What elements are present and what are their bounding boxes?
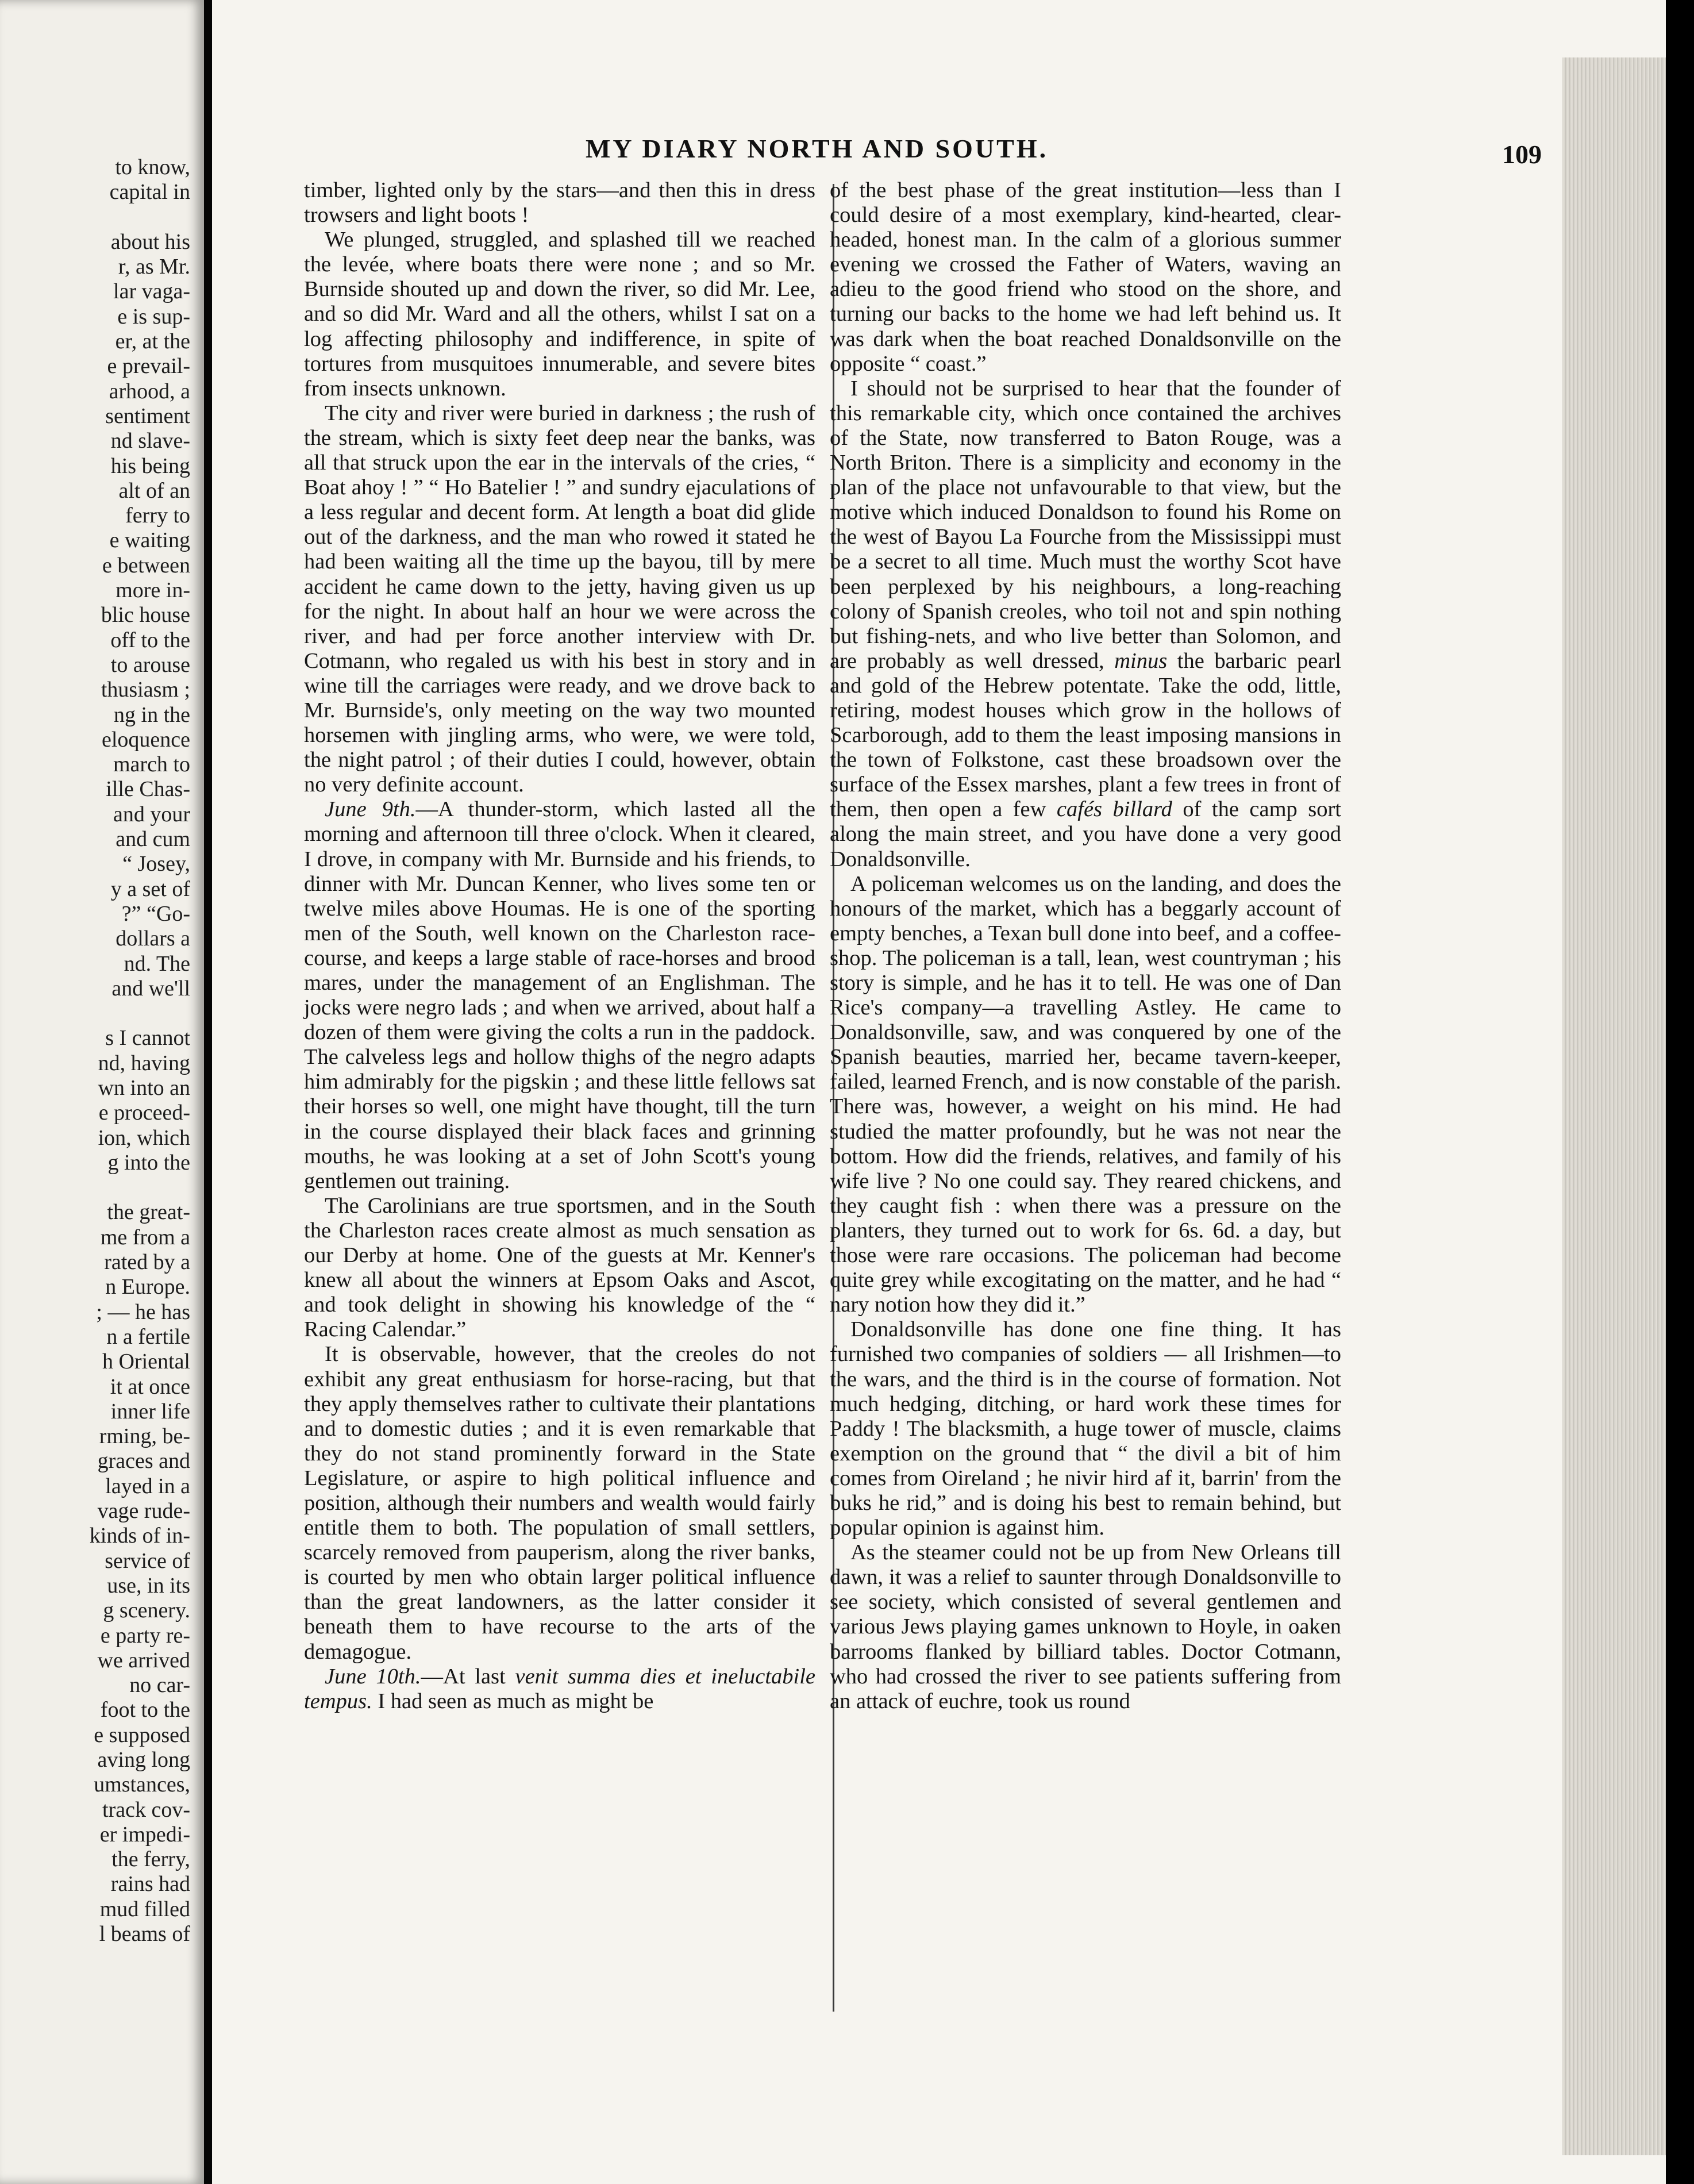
facing-page-line: about his [110, 229, 190, 254]
facing-page-line: nd. The [124, 951, 190, 976]
facing-page-line: service of [105, 1548, 190, 1573]
paragraph [304, 797, 815, 1194]
facing-page-line: wn into an [98, 1075, 190, 1100]
facing-page-line: s I cannot [105, 1026, 190, 1051]
facing-page-line: and your [113, 802, 190, 826]
facing-page-line: ferry to [125, 503, 190, 528]
facing-page-line: and cum [116, 827, 190, 852]
facing-page-line: aving long [97, 1748, 190, 1772]
latin-quotation: venit summa dies et ineluctabile tempus. [304, 1664, 815, 1713]
paragraph: It is observable, however, that the creoles do not exhibit any great enthusiasm for horse-racing, but that they apply themselves rather to cultivate their plantations and to domestic duties ; and it is even remarkable that they do not stand prominently forward in the State Legislature, or aspire to high political influence and position, although their numbers and wealth would fairly entitle them to both. The population of small settlers, scarcely removed from pauperism, along the river banks, is courted by men who obtain larger political influence than the great landowners, as the latter consider it beneath them to have recourse to the arts of the demagogue. [304, 1342, 815, 1664]
facing-page-line: e party re- [100, 1623, 190, 1648]
facing-page-line [0, 205, 198, 230]
facing-page-line: e is sup- [117, 304, 190, 329]
facing-page-line: layed in a [105, 1474, 190, 1498]
facing-page-line [0, 1001, 198, 1026]
facing-page-line: ion, which [98, 1125, 190, 1150]
book-page-right [212, 0, 1666, 2184]
facing-page-line: the ferry, [111, 1847, 190, 1872]
paragraph [830, 376, 1341, 872]
facing-page-line: sentiment [105, 403, 190, 428]
facing-page-line: ?” “Go- [121, 901, 190, 926]
facing-page-line: to arouse [110, 652, 190, 677]
paragraph: Donaldsonville has done one fine thing. It has furnished two companies of soldiers — all Irishmen—to the wars, and the third is in the course of formation. Not much hedging, ditching, or hard work these times for Paddy ! The blacksmith, a huge tower of muscle, claims exemption on the ground that “ the divil a bit of him comes from Oireland ; he nivir hird af it, barrin' from the buks he rid,” and is doing his best to remain behind, but popular opinion is against him. [830, 1317, 1341, 1540]
facing-page-line: e prevail- [107, 354, 190, 379]
facing-page-line: l beams of [99, 1922, 190, 1947]
facing-page-text-fragments [0, 155, 198, 1947]
paragraph: We plunged, struggled, and splashed till we reached the levée, where boats there were none ; and so Mr. Burnside shouted up and down the river, so did Mr. Lee, and so did Mr. Ward and all the others, whilst I sat on a log affecting philosophy and indifference, in spite of tortures from musquitoes innumerable, and severe bites from insects unknown. [304, 228, 815, 401]
paragraph-text: I should not be surprised to hear that the founder of this remarkable city, which once contained the archives of the State, now transferred to Baton Rouge, was a North Briton. There is a simplicity and economy in the plan of the place not unfavourable to that view, but the motive which induced Donaldson to found his Rome on the west of Bayou La Fourche from the Mississippi must be a secret to all time. Much must the worthy Scot have been perplexed by his neighbours, a long-reaching colony of Spanish creoles, who toil not and spin nothing but fishing-nets, and who live better than Solomon, and are probably as well dressed, [830, 376, 1341, 673]
facing-page-line: no car- [129, 1673, 190, 1698]
facing-page-line: track cov- [102, 1797, 190, 1822]
italic-phrase: cafés billard [1056, 797, 1172, 822]
facing-page-line: r, as Mr. [118, 255, 190, 279]
paragraph: The Carolinians are true sportsmen, and in the South the Charleston races create almost as much sensation as our Derby at home. One of the guests at Mr. Kenner's knew all about the winners at Epsom Oaks and Ascot, and took delight in showing his knowledge of the “ Racing Calendar.” [304, 1193, 815, 1342]
facing-page-line: g scenery. [103, 1598, 190, 1623]
facing-page-line: off to the [110, 628, 190, 652]
facing-page-line: e between [102, 553, 190, 578]
facing-page-line: ng in the [114, 702, 190, 727]
facing-page-line: alt of an [118, 478, 190, 503]
facing-page-line: ; — he has [96, 1299, 190, 1324]
facing-page-line: and we'll [111, 976, 190, 1001]
facing-page-line: er impedi- [99, 1822, 190, 1847]
facing-page-line: thusiasm ; [101, 678, 190, 702]
book-gutter [204, 0, 212, 2184]
facing-page-line: nd, having [98, 1051, 190, 1075]
facing-page-line: rming, be- [99, 1424, 190, 1449]
paragraph: of the best phase of the great institution—less than I could desire of a most exemplary, kind-hearted, clear-headed, honest man. In the calm of a glorious summer evening we crossed the Father of Waters, waving an adieu to the good friend who stood on the shore, and turning our backs to the home we had left behind us. It was dark when the boat reached Donaldsonville on the opposite “ coast.” [830, 178, 1341, 376]
facing-page-line: n Europe. [105, 1275, 190, 1299]
facing-page-line: mud filled [99, 1897, 190, 1921]
facing-page-line: we arrived [97, 1648, 190, 1672]
facing-page-line: y a set of [110, 876, 190, 901]
text-column-right [830, 178, 1341, 1714]
facing-page-line: the great- [107, 1200, 190, 1225]
page-number: 109 [1502, 140, 1542, 169]
text-column-left [304, 178, 815, 1714]
facing-page-line: inner life [110, 1399, 190, 1424]
facing-page-line: me from a [100, 1225, 190, 1249]
facing-page-line: vage rude- [97, 1499, 190, 1524]
dash: —At last [421, 1664, 515, 1689]
facing-page-line: er, at the [115, 329, 190, 354]
facing-page-line: his being [110, 453, 190, 478]
facing-page-line: march to [113, 752, 190, 777]
facing-page-line: dollars a [116, 926, 190, 951]
facing-page-line: rains had [110, 1872, 190, 1897]
facing-page-line: it at once [110, 1374, 190, 1399]
diary-date: June 9th. [325, 797, 416, 822]
facing-page-line: umstances, [94, 1772, 190, 1797]
facing-page-line: more in- [116, 578, 190, 603]
facing-page-line: e supposed [94, 1722, 190, 1747]
paragraph: As the steamer could not be up from New Orleans till dawn, it was a relief to saunter through Donaldsonville to see society, which consisted of several gentlemen and various Jews playing games unknown to Hoyle, in oaken barrooms flanked by billiard tables. Doctor Cotmann, who had crossed the river to see patients suffering from an attack of euchre, took us round [830, 1540, 1341, 1713]
facing-page-line: n a fertile [106, 1324, 190, 1349]
paragraph [304, 1664, 815, 1714]
diary-date: June 10th. [325, 1664, 421, 1689]
facing-page-line: to know, [115, 155, 190, 179]
paragraph-text: I had seen as much as might be [372, 1689, 654, 1713]
facing-page-line: e waiting [109, 528, 190, 553]
facing-page-line: ille Chas- [106, 777, 190, 802]
paragraph-text: —A thunder-storm, which lasted all the morning and afternoon till three o'clock. When it cleared, I drove, in company with Mr. Burnside and his friends, to dinner with Mr. Duncan Kenner, who lives some ten or twelve miles above Houmas. He is one of the sporting men of the South, well known on the Charleston race-course, and keeps a large stable of race-horses and brood mares, under the management of an Englishman. The jocks were negro lads ; and when we arrived, about half a dozen of them were giving the colts a run in the paddock. The calveless legs and hollow thighs of the negro adapts him admirably for the pigskin ; and these little fellows sat their horses so well, one might have thought, till the turn in the course displayed their black faces and grinning mouths, he was looking at a set of John Scott's young gentlemen out training. [304, 797, 816, 1193]
facing-page-line: e proceed- [98, 1101, 190, 1125]
facing-page-line: foot to the [100, 1698, 190, 1722]
paragraph: A policeman welcomes us on the landing, and does the honours of the market, which has a beggarly account of empty benches, a Texan bull done into beef, and a coffee-shop. The policeman is a tall, lean, west countryman ; his story is simple, and he has it to tell. He was one of Dan Rice's company—a travelling Astley. He came to Donaldsonville, saw, and was conquered by one of the Spanish beauties, married her, became tavern-keeper, failed, learned French, and is now constable of the parish. There was, however, a weight on his mind. He had studied the matter profoundly, but he was not near the bottom. How did the friends, relatives, and family of his wife live ? No one could say. They reared chickens, and they caught fish : when there was a pressure on the planters, they turned out to work for 6s. 6d. a day, but those were rare occasions. The policeman had become quite grey while excogitating on the matter, and he had “ nary notion how they did it.” [830, 871, 1341, 1317]
facing-page-left [0, 0, 204, 2184]
paragraph: The city and river were buried in darkness ; the rush of the stream, which is sixty feet deep near the banks, was all that struck upon the ear in the intervals of the cries, “ Boat ahoy ! ” “ Ho Batelier ! ” and sundry ejaculations of a less regular and decent form. At length a boat did glide out of the darkness, and the man who rowed it stated he had been waiting all the time up the bayou, till by mere accident he came down to the jetty, having given us up for the night. In about half an hour we were across the river, and had per force another interview with Dr. Cotmann, who regaled us with his best in story and in wine till the carriages were ready, and we drove back to Mr. Burnside's, only meeting on the way two mounted horsemen with jingling arms, who were, we were told, the night patrol ; of their duties I could, however, obtain no very definite account. [304, 401, 815, 797]
paragraph-text: the barbaric pearl and gold of the Hebrew potentate. Take the odd, little, retiring, modest houses which grow in the hollows of Scarborough, add to them the least imposing mansions in the town of Folkstone, cast these broadsown over the surface of the Essex marshes, plant a few trees in front of them, then open a few [830, 648, 1341, 822]
facing-page-line: h Oriental [102, 1349, 190, 1374]
facing-page-line: use, in its [107, 1573, 190, 1598]
facing-page-line: “ Josey, [122, 852, 190, 876]
facing-page-line: arhood, a [109, 379, 190, 403]
facing-page-line: graces and [97, 1449, 190, 1474]
paragraph-text: of the camp sort along the main street, and you have done a very good Donaldsonville. [830, 797, 1342, 871]
facing-page-line: rated by a [104, 1250, 190, 1275]
page-edges [1562, 57, 1666, 2155]
italic-word: minus [1114, 648, 1168, 673]
facing-page-line: eloquence [101, 727, 190, 752]
facing-page-line: capital in [109, 180, 190, 205]
facing-page-line: blic house [101, 603, 190, 628]
facing-page-line: nd slave- [110, 429, 190, 453]
paragraph: timber, lighted only by the stars—and then this in dress trowsers and light boots ! [304, 178, 815, 228]
facing-page-line: kinds of in- [89, 1524, 190, 1548]
facing-page-line: lar vaga- [113, 279, 190, 304]
facing-page-line [0, 1175, 198, 1200]
running-title: MY DIARY NORTH AND SOUTH. [586, 134, 1049, 163]
facing-page-line: g into the [107, 1150, 190, 1175]
